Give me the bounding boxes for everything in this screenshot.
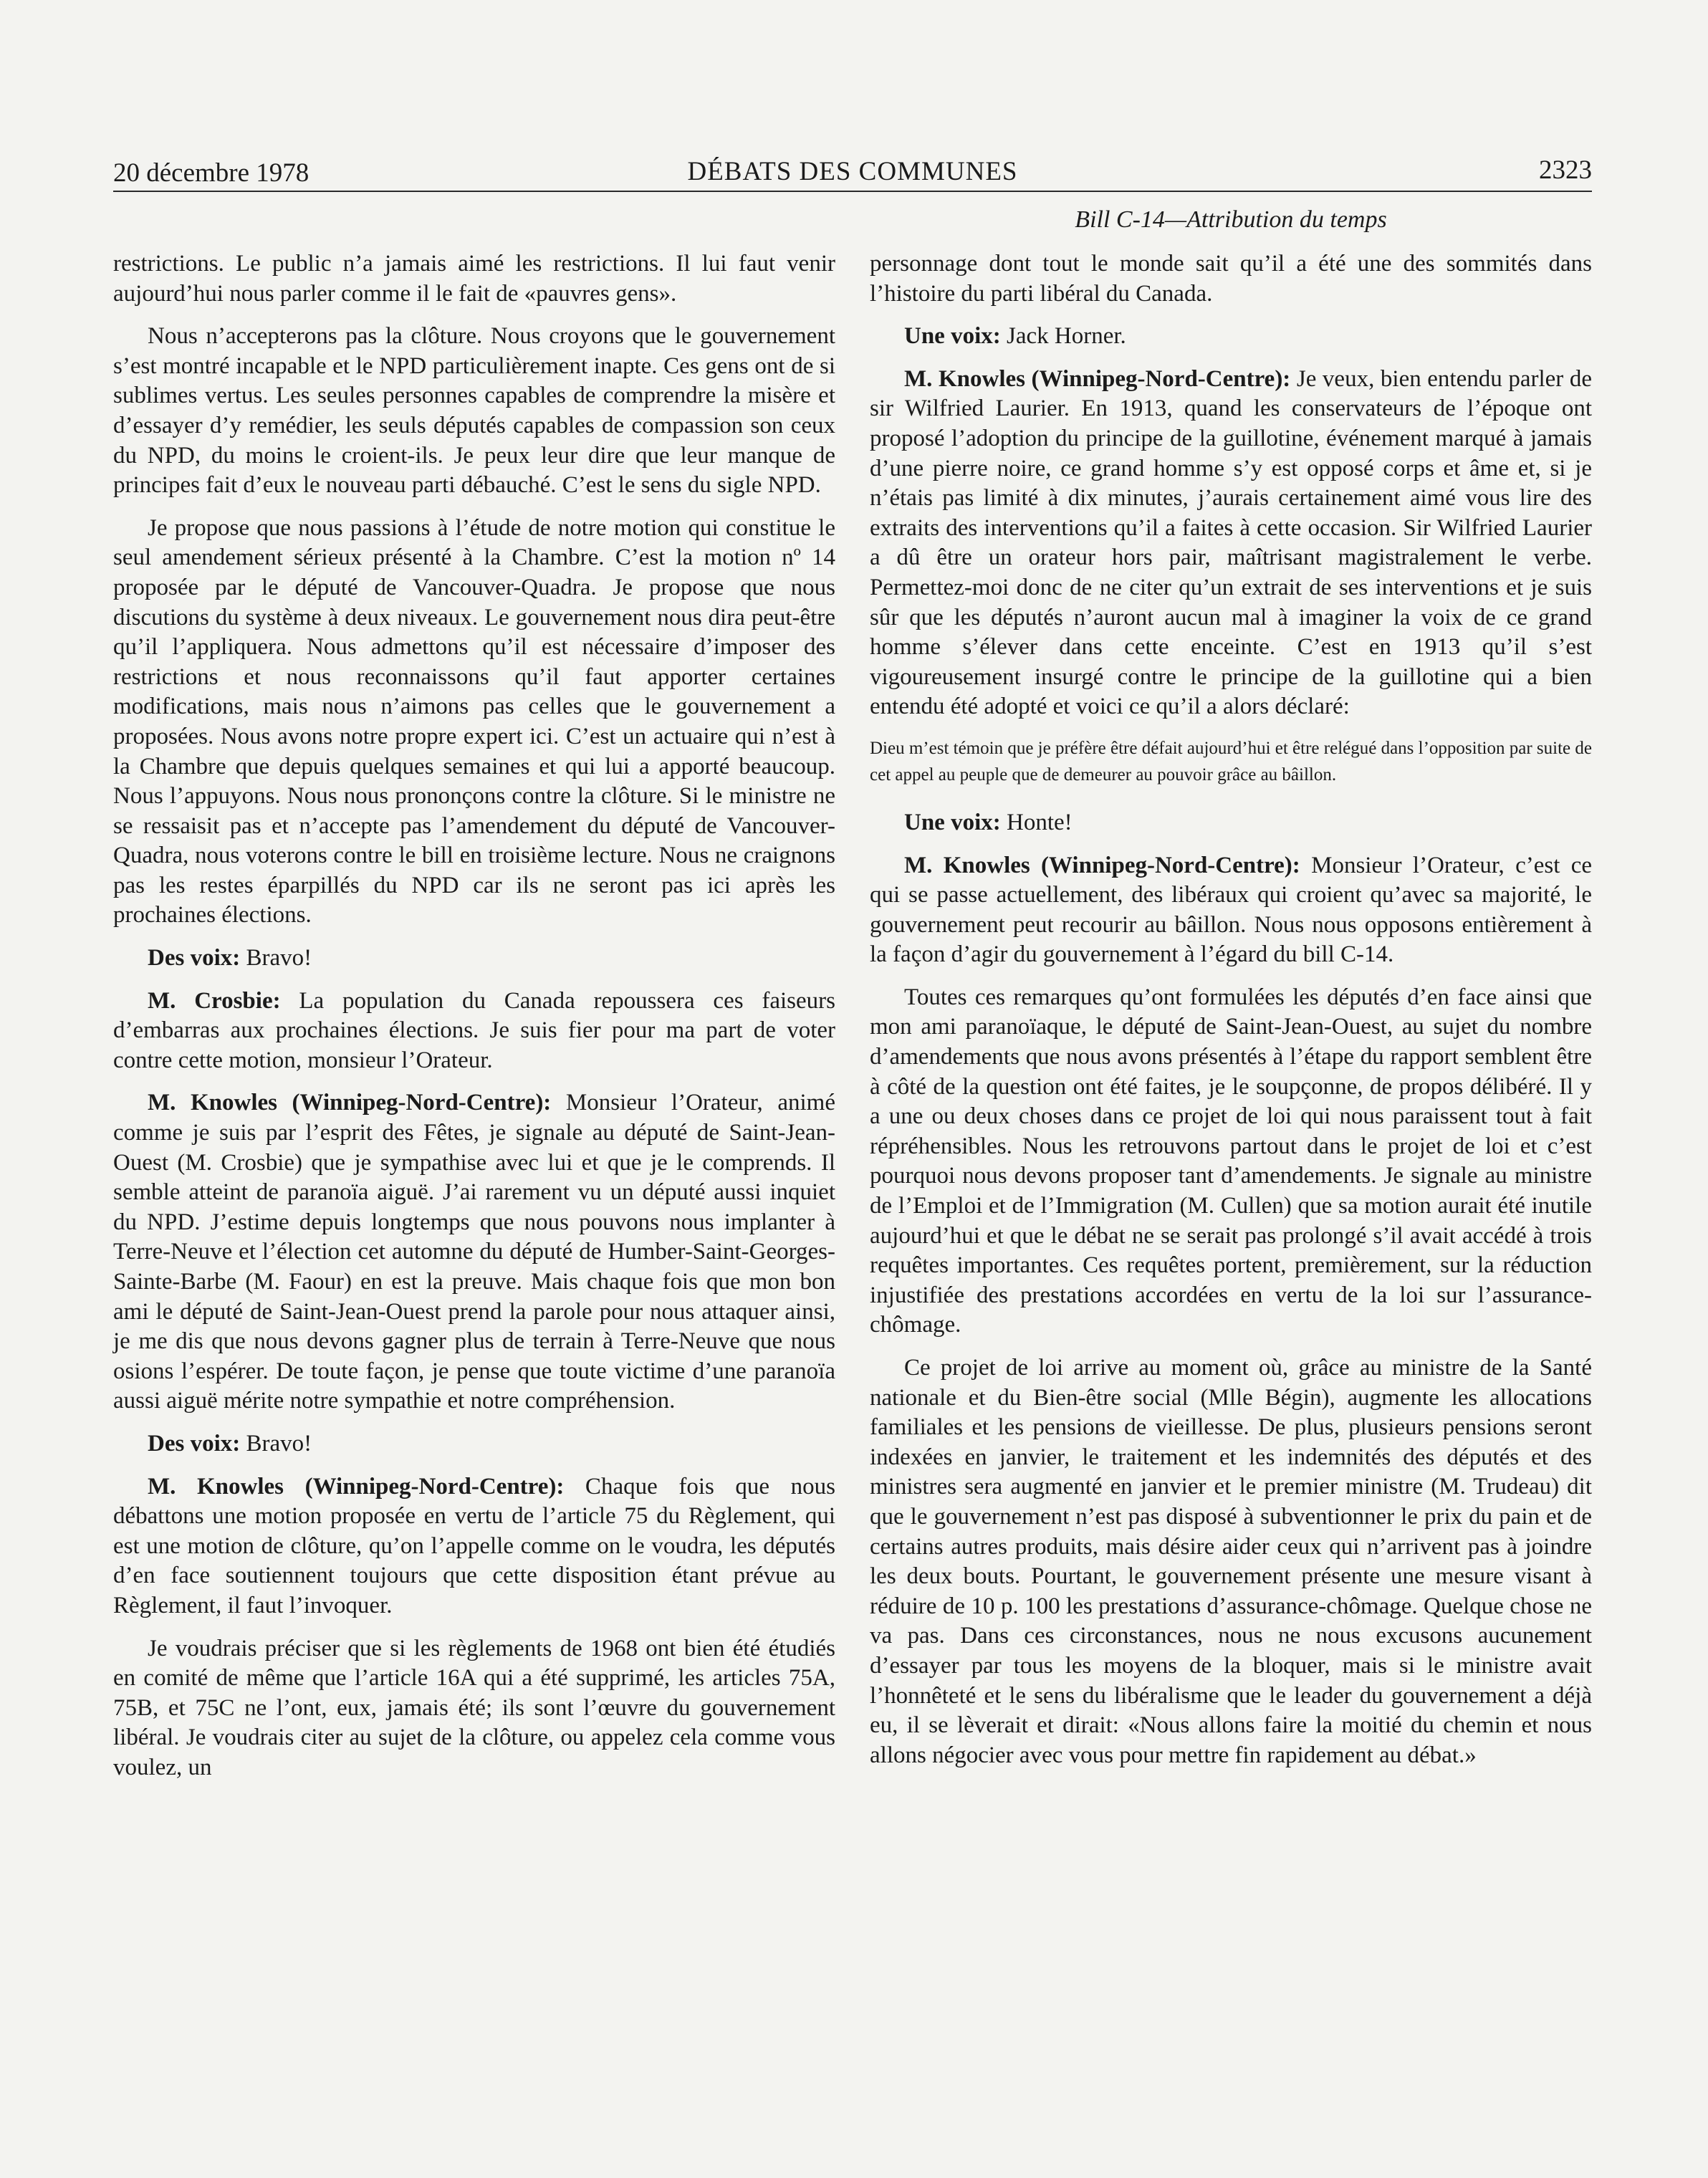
speech-text: Bravo! <box>240 945 312 972</box>
left-column <box>113 249 835 1796</box>
speaker-name: M. Crosbie: <box>148 987 281 1014</box>
paragraph: Toutes ces remarques qu’ont formulées les députés d’en face ainsi que mon ami paranoïaque, le député de Saint-Jean-Ouest, au sujet du nombre d’amendements que nous avons présentés à l’étape du rapport semblent être à côté de la question ont été faites, je le soupçonne, de propos délibéré. Il y a une ou deux choses dans ce projet de loi qui nous paraissent tout à fait répréhensibles. Nous les retrouvons partout dans le projet de loi et c’est pourquoi nous devons proposer tant d’amendements. Je signale au ministre de l’Emploi et de l’Immigration (M. Cullen) que sa motion aurait été inutile aujourd’hui et que le débat ne se serait pas prolongé s’il avait accédé à trois requêtes importantes. Ces requêtes portent, premièrement, sur la réduction injustifiée des prestations accordées en vertu de la loi sur l’assurance-chômage. <box>870 984 1592 1338</box>
page-number: 2323 <box>1539 155 1592 185</box>
header-title: DÉBATS DES COMMUNES <box>687 157 1018 186</box>
paragraph <box>113 1429 835 1459</box>
block-quote: Dieu m’est témoin que je préfère être défait aujourd’hui et être relégué dans l’opposition par suite de cet appel au peuple que de demeurer au pouvoir grâce au bâillon. <box>870 738 1592 785</box>
speaker-name: Des voix: <box>148 1430 241 1457</box>
page-header <box>113 153 1592 192</box>
header-date: 20 décembre 1978 <box>113 158 310 188</box>
speaker-name: M. Knowles (Winnipeg-Nord-Centre): <box>904 852 1300 878</box>
paragraph <box>113 1472 835 1621</box>
running-head: Bill C-14—Attribution du temps <box>1075 206 1387 233</box>
paragraph <box>870 322 1592 352</box>
speech-text: La population du Canada repoussera ces faiseurs d’embarras aux prochaines élections. Je suis fier pour ma part de voter contre cette motion, monsieur l’Orateur. <box>113 987 836 1073</box>
speech-text: Honte! <box>1000 809 1073 835</box>
speech-text: Chaque fois que nous débattons une motion proposée en vertu de l’article 75 du Règlement, qui est une motion de clôture, qu’on l’appelle comme on le voudra, les députés d’en face soutiennent toujours que cette disposition étant prévue au Règlement, il faut l’invoquer. <box>113 1473 836 1618</box>
paragraph: Ce projet de loi arrive au moment où, grâce au ministre de la Santé nationale et du Bien-être social (Mlle Bégin), augmente les allocations familiales et les pensions de vieillesse. De plus, plusieurs pensions seront indexées en janvier, le traitement et les indemnités des députés et des ministres sera augmenté en janvier et le premier ministre (M. Trudeau) dit que le gouvernement n’est pas disposé à subventionner le prix du pain et de certains autres produits, mais désire aider ceux qui n’arrivent pas à joindre les deux bouts. Pourtant, le gouvernement présente une mesure visant à réduire de 10 p. 100 les prestations d’assurance-chômage. Quelque chose ne va pas. Dans ces circonstances, nous ne nous excusons aucunement d’essayer par tous les moyens de la bloquer, mais si le ministre avait l’honnêteté et le sens du libéralisme que le leader du gouvernement a déjà eu, il se lèverait et dirait: «Nous allons faire la moitié du chemin et nous allons négocier avec vous pour mettre fin rapidement au débat.» <box>870 1355 1592 1768</box>
speech-text: Je veux, bien entendu parler de sir Wilfried Laurier. En 1913, quand les conservateurs de l’époque ont proposé l’adoption du principe de la guillotine, événement marqué à jamais d’une pierre noire, ce grand homme s’y est opposé corps et âme et, si je n’étais pas limité à dix minutes, j’aurais certainement aimé vous lire des extraits des interventions qu’il a faites à cette occasion. Sir Wilfried Laurier a dû être un orateur hors pair, maîtrisant magistralement le verbe. Permettez-moi donc de ne citer qu’un extrait de ses interventions et je suis sûr que les députés n’auront aucun mal à imaginer la voix de ce grand homme s’élever dans cette enceinte. C’est en 1913 qu’il s’est vigoureusement insurgé contre le principe de la guillotine qui a bien entendu été adopté et voici ce qu’il a alors déclaré: <box>870 365 1592 720</box>
speaker-name: Une voix: <box>904 809 1001 835</box>
speaker-name: M. Knowles (Winnipeg-Nord-Centre): <box>148 1473 565 1500</box>
speech-text: Monsieur l’Orateur, c’est ce qui se passe actuellement, des libéraux qui croient qu’avec sa majorité, le gouvernement peut recourir au bâillon. Nous nous opposons entièrement à la façon d’agir du gouvernement à l’égard du bill C-14. <box>870 852 1593 968</box>
speech-text: Bravo! <box>240 1430 312 1457</box>
speech-text: Jack Horner. <box>1000 323 1126 350</box>
paragraph <box>870 808 1592 838</box>
speaker-name: M. Knowles (Winnipeg-Nord-Centre): <box>904 365 1291 392</box>
paragraph <box>870 851 1592 970</box>
speaker-name: Une voix: <box>904 323 1001 350</box>
paragraph: Nous n’accepterons pas la clôture. Nous croyons que le gouvernement s’est montré incapable et le NPD particulièrement inapte. Ces gens ont de si sublimes vertus. Les seules personnes capables de comprendre la misère et d’essayer d’y remédier, les seuls députés capables de compassion son ceux du NPD, du moins le croient-ils. Je peux leur dire que leur manque de principes fait d’eux le nouveau parti débauché. C’est le sens du sigle NPD. <box>113 323 835 499</box>
paragraph: personnage dont tout le monde sait qu’il a été une des sommités dans l’histoire du parti libéral du Canada. <box>870 251 1592 307</box>
right-column <box>870 249 1592 1783</box>
speech-text: Monsieur l’Orateur, animé comme je suis par l’esprit des Fêtes, je signale au député de Saint-Jean-Ouest (M. Crosbie) que je sympathise avec lui et que je le comprends. Il semble atteint de paranoïa aiguë. J’ai rarement vu un député aussi inquiet du NPD. J’estime depuis longtemps que nous pouvons nous implanter à Terre-Neuve et l’élection cet automne du député de Humber-Saint-Georges-Sainte-Barbe (M. Faour) en est la preuve. Mais chaque fois que mon bon ami le député de Saint-Jean-Ouest prend la parole pour nous attaquer ainsi, je me dis que nous devons gagner plus de terrain à Terre-Neuve que nous osions l’espérer. De toute façon, je pense que toute victime d’une paranoïa aussi aiguë mérite notre sympathie et notre compréhension. <box>113 1090 835 1414</box>
paragraph: Je propose que nous passions à l’étude de notre motion qui constitue le seul amendement sérieux présenté à la Chambre. C’est la motion nº 14 proposée par le député de Vancouver-Quadra. Je propose que nous discutions du système à deux niveaux. Le gouvernement nous dira peut-être qu’il l’appliquera. Nous admettons qu’il est nécessaire d’imposer des restrictions et nous reconnaissons qu’il faut apporter certaines modifications, mais nous n’aimons pas celles que le gouvernement a proposées. Nous avons notre propre expert ici. C’est un actuaire qui n’est à la Chambre que depuis quelques semaines et qui lui a apporté beaucoup. Nous l’appuyons. Nous nous prononçons contre la clôture. Si le ministre ne se ressaisit pas et n’accepte pas l’amendement du député de Vancouver-Quadra, nous voterons contre le bill en troisième lecture. Nous ne craignons pas les restes éparpillés du NPD car ils ne seront pas ici après les prochaines élections. <box>113 514 835 929</box>
paragraph <box>113 944 835 974</box>
paragraph <box>870 365 1592 722</box>
paragraph <box>113 987 835 1076</box>
paragraph <box>113 1088 835 1416</box>
paragraph: Je voudrais préciser que si les règlements de 1968 ont bien été étudiés en comité de même que l’article 16A qui a été supprimé, les articles 75A, 75B, et 75C ne l’ont, eux, jamais été; ils sont l’œuvre du gouvernement libéral. Je voudrais citer au sujet de la clôture, ou appelez cela comme vous voulez, un <box>113 1635 835 1780</box>
paragraph: restrictions. Le public n’a jamais aimé les restrictions. Il lui faut venir aujourd’hui nous parler comme il le fait de «pauvres gens». <box>113 251 835 307</box>
speaker-name: Des voix: <box>148 945 241 972</box>
speaker-name: M. Knowles (Winnipeg-Nord-Centre): <box>148 1090 552 1116</box>
